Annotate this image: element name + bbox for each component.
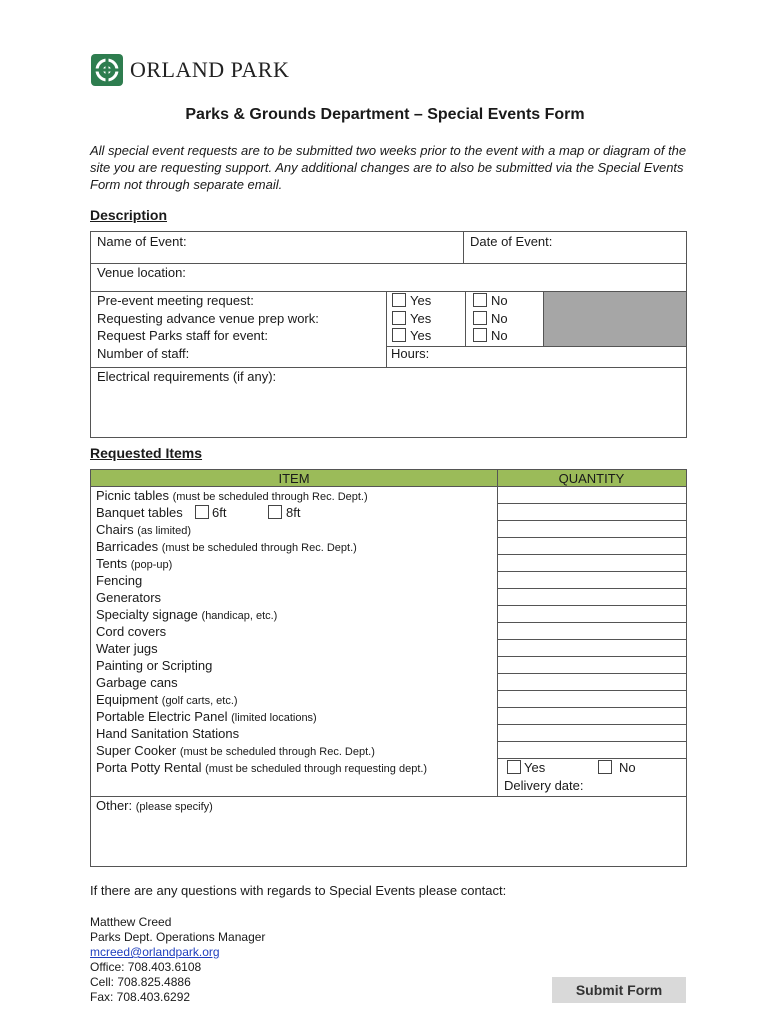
pre-event-label: Pre-event meeting request: — [97, 293, 254, 308]
requested-items-heading: Requested Items — [90, 445, 203, 461]
contact-question: If there are any questions with regards to Special Events please contact: — [90, 883, 507, 898]
banquet-6ft-checkbox[interactable] — [195, 505, 209, 519]
intro-text: All special event requests are to be submitted two weeks prior to the event with a map or diagram of the site you are requesting support. Any additional changes are to also be submitted via the Special Events Form not through separate email. — [90, 143, 687, 192]
list-item: Garbage cans — [96, 675, 178, 690]
parks-staff-yes-checkbox[interactable] — [392, 328, 406, 342]
shaded-cell — [544, 292, 686, 346]
yes-label: Yes — [410, 293, 432, 308]
logo — [90, 52, 289, 88]
quantity-column-header: QUANTITY — [558, 471, 625, 486]
list-item: Banquet tables — [96, 505, 183, 520]
no-label: No — [491, 328, 508, 343]
orland-park-logo-icon — [90, 53, 124, 87]
list-item: Super Cooker (must be scheduled through Rec. Dept.) — [96, 743, 375, 758]
pre-event-no-checkbox[interactable] — [473, 293, 487, 307]
size-8ft-label: 8ft — [286, 505, 301, 520]
contact-fax: Fax: 708.403.6292 — [90, 990, 191, 1004]
list-item: Hand Sanitation Stations — [96, 726, 240, 741]
delivery-date-label[interactable]: Delivery date: — [504, 778, 584, 793]
logo-text: ORLAND PARK — [130, 57, 290, 82]
size-6ft-label: 6ft — [212, 505, 227, 520]
no-label: No — [491, 293, 508, 308]
list-item: Barricades (must be scheduled through Rec. Dept.) — [96, 539, 357, 554]
advance-prep-yes-checkbox[interactable] — [392, 311, 406, 325]
yes-label: Yes — [410, 311, 432, 326]
list-item: Water jugs — [96, 641, 158, 656]
no-label: No — [491, 311, 508, 326]
contact-cell: Cell: 708.825.4886 — [90, 975, 191, 989]
list-item: Portable Electric Panel (limited locations) — [96, 709, 317, 724]
name-of-event-label[interactable]: Name of Event: — [97, 234, 187, 249]
list-item: Tents (pop-up) — [96, 556, 173, 571]
venue-location-label[interactable]: Venue location: — [97, 265, 186, 280]
page-title: Parks & Grounds Department – Special Events Form — [185, 106, 585, 123]
contact-role: Parks Dept. Operations Manager — [90, 930, 266, 944]
electrical-label[interactable]: Electrical requirements (if any): — [97, 369, 277, 384]
list-item: Generators — [96, 590, 162, 605]
list-item: Painting or Scripting — [96, 658, 213, 673]
yes-label: Yes — [410, 328, 432, 343]
list-item: Fencing — [96, 573, 143, 588]
other-label[interactable]: Other: (please specify) — [96, 798, 213, 813]
number-staff-label[interactable]: Number of staff: — [97, 346, 190, 361]
no-label: No — [619, 760, 636, 775]
list-item: Specialty signage (handicap, etc.) — [96, 607, 278, 622]
date-of-event-label[interactable]: Date of Event: — [470, 234, 553, 249]
parks-staff-label: Request Parks staff for event: — [97, 328, 269, 343]
advance-prep-label: Requesting advance venue prep work: — [97, 311, 319, 326]
contact-email-link[interactable]: mcreed@orlandpark.org — [90, 945, 220, 959]
submit-form-button[interactable]: Submit Form — [552, 977, 686, 1003]
pre-event-yes-checkbox[interactable] — [392, 293, 406, 307]
advance-prep-no-checkbox[interactable] — [473, 311, 487, 325]
item-column-header: ITEM — [278, 471, 310, 486]
porta-potty-yes-checkbox[interactable] — [507, 760, 521, 774]
porta-potty-no-checkbox[interactable] — [598, 760, 612, 774]
list-item: Cord covers — [96, 624, 167, 639]
banquet-8ft-checkbox[interactable] — [268, 505, 282, 519]
hours-label[interactable]: Hours: — [391, 346, 430, 361]
contact-office: Office: 708.403.6108 — [90, 960, 202, 974]
yes-label: Yes — [524, 760, 546, 775]
contact-name: Matthew Creed — [90, 915, 172, 929]
list-item: Equipment (golf carts, etc.) — [96, 692, 238, 707]
list-item: Chairs (as limited) — [96, 522, 191, 537]
parks-staff-no-checkbox[interactable] — [473, 328, 487, 342]
list-item: Picnic tables (must be scheduled through Rec. Dept.) — [96, 488, 368, 503]
list-item: Porta Potty Rental (must be scheduled through requesting dept.) — [96, 760, 428, 775]
description-heading: Description — [90, 207, 168, 223]
